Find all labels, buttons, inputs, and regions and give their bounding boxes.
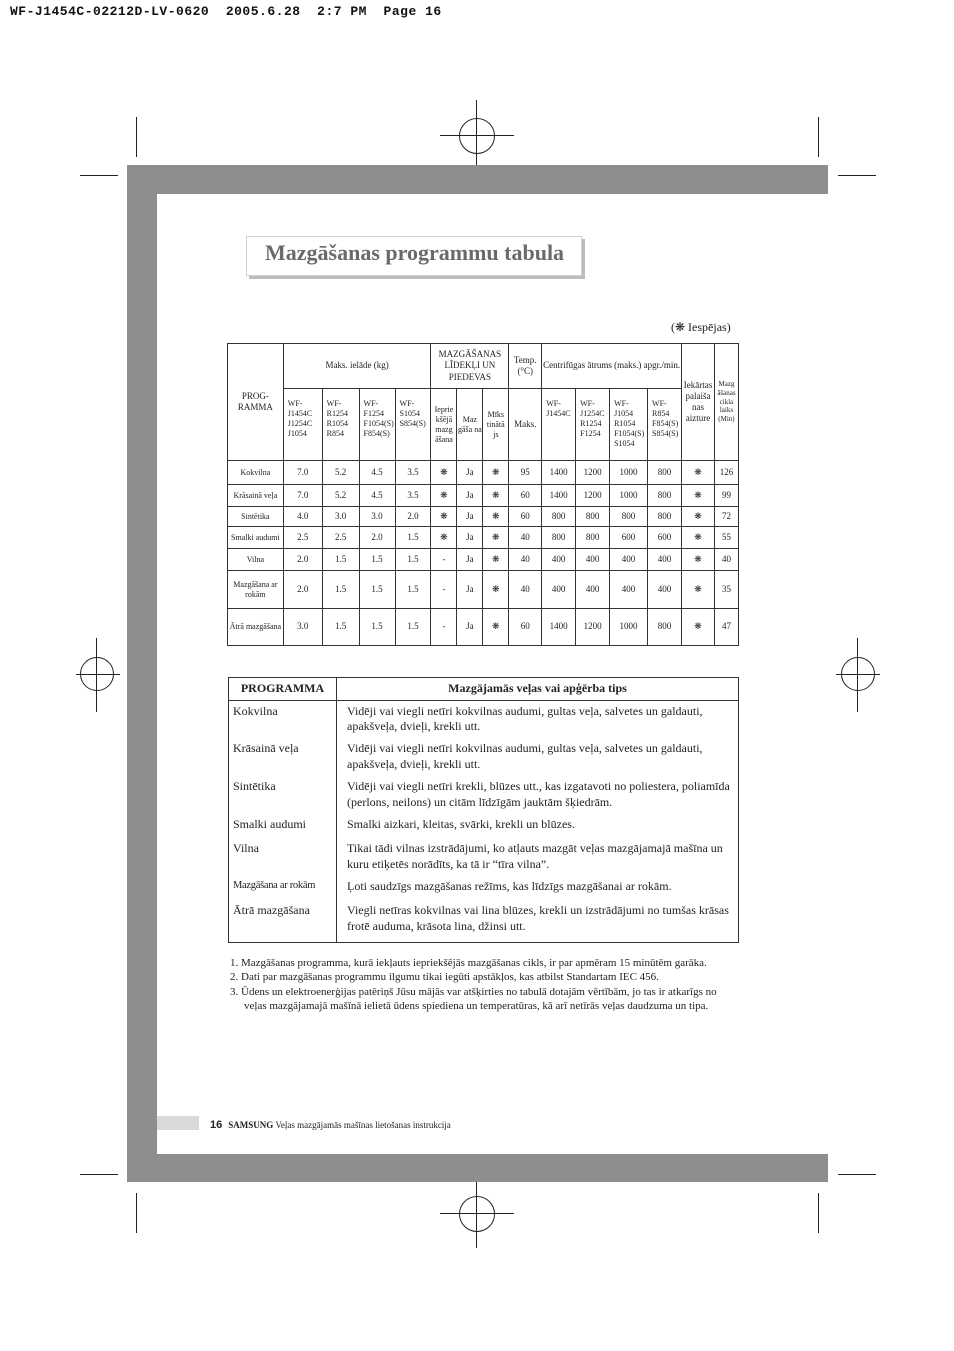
temp-header: Temp. (°C) [509, 344, 542, 389]
delay-value: ❋ [682, 461, 715, 485]
legend-options: (❋ Iespējas) [671, 320, 731, 334]
crop-mark [838, 1174, 876, 1175]
detergent-col: Maz gāša na [457, 389, 483, 461]
time-value: 55 [714, 527, 738, 549]
load-value: 5.2 [322, 461, 359, 485]
load-value: 4.5 [359, 485, 395, 507]
note-item: 3. Ūdens un elektroenerģijas patēriņš Jūsu mājās var atšķirties no tabulā dotajām vērtībām, jo tas ir atkarīgs no veļas mazgājamajā mašīnā ielietā ūdens spiediena un temperatūras, kā arī netīrās veļas daudzuma un tipa. [230, 985, 717, 1012]
load-value: 4.5 [359, 461, 395, 485]
frame-top-bar [127, 165, 828, 194]
load-value: 2.0 [283, 571, 322, 609]
spin-value: 1000 [610, 461, 648, 485]
type-description: Ļoti saudzīgs mazgāšanas režīms, kas līdzīgs mazgāšanai ar rokām. [347, 879, 672, 894]
time-value: 40 [714, 549, 738, 571]
load-value: 2.0 [359, 527, 395, 549]
detergent-col: Mīks tinātā js [483, 389, 509, 461]
spin-value: 1400 [542, 609, 576, 646]
spin-value: 1000 [610, 609, 648, 646]
load-value: 3.5 [395, 485, 431, 507]
program-name: Sintētika [228, 507, 284, 527]
type-row [229, 838, 739, 876]
crop-mark [136, 117, 137, 157]
temp-value: 40 [509, 571, 542, 609]
type-description: Vidēji vai viegli netīri krekli, blūzes utt., kas izgatavoti no poliestera, poliamīda (perlons, neilons) un citām līdzīgām jauktām šķiedrām. [347, 779, 730, 809]
spin-value: 400 [648, 571, 682, 609]
delay-header: Iekārtas palaiša nas aizture [682, 344, 715, 461]
spin-value: 400 [576, 549, 610, 571]
spin-value: 800 [610, 507, 648, 527]
registration-mark [96, 638, 97, 712]
type-program-name: Kokvilna [229, 700, 337, 738]
spin-value: 800 [542, 527, 576, 549]
note-item: 1. Mazgāšanas programma, kurā iekļauts iepriekšējās mazgāšanas cikls, ir par apmēram 15 minūtēm garāka. [230, 957, 707, 969]
load-value: 1.5 [395, 549, 431, 571]
time-value: 72 [714, 507, 738, 527]
spin-value: 800 [576, 527, 610, 549]
time-value: 126 [714, 461, 738, 485]
crop-mark [818, 117, 819, 157]
load-value: 2.0 [283, 549, 322, 571]
load-value: 1.5 [395, 527, 431, 549]
load-value: 7.0 [283, 485, 322, 507]
type-program-name: Vilna [229, 838, 337, 876]
program-row [228, 549, 739, 571]
type-program-name: Smalki audumi [229, 814, 337, 838]
program-name: Ātrā mazgāšana [228, 609, 284, 646]
spin-value: 1200 [576, 485, 610, 507]
type-col-garment: Mazgājamās veļas vai apģērba tips [337, 678, 739, 701]
time-value: 99 [714, 485, 738, 507]
page-title: Mazgāšanas programmu tabula [265, 240, 565, 265]
detergent-value: ❋ [431, 461, 457, 485]
load-value: 1.5 [359, 609, 395, 646]
detergent-header: MAZGĀŠANAS LĪDEKĻI UN PIEDEVAS [431, 344, 509, 389]
type-program-name: Mazgāšana ar rokām [229, 876, 337, 900]
spin-value: 400 [610, 549, 648, 571]
load-value: 2.5 [322, 527, 359, 549]
notes [230, 956, 730, 1013]
program-name: Smalki audumi [228, 527, 284, 549]
registration-mark [440, 135, 514, 136]
spin-value: 1000 [610, 485, 648, 507]
detergent-value: ❋ [483, 609, 509, 646]
type-description: Tikai tādi vilnas izstrādājumi, ko atļauts mazgāt veļas mazgājamajā mašīna un kuru etiķetēs norādīts, ka tā ir “tīra vilna”. [347, 841, 723, 871]
detergent-value: - [431, 609, 457, 646]
spin-value: 800 [648, 609, 682, 646]
spin-value: 600 [648, 527, 682, 549]
registration-mark [476, 1178, 477, 1248]
program-row [228, 527, 739, 549]
registration-mark [76, 674, 120, 675]
frame-bottom-bar [127, 1154, 828, 1182]
type-row [229, 738, 739, 776]
crop-mark [80, 1174, 118, 1175]
crop-mark [838, 175, 876, 176]
spin-model: WF-J1254C R1254 F1254 [576, 389, 610, 461]
delay-value: ❋ [682, 485, 715, 507]
delay-value: ❋ [682, 527, 715, 549]
detergent-value: Ja [457, 485, 483, 507]
type-description: Vidēji vai viegli netīri kokvilnas audumi, gultas veļa, salvetes un galdauti, apakšveļa, dvieļi, krekli utt. [347, 741, 703, 771]
load-model: WF-J1454C J1254C J1054 [283, 389, 322, 461]
detergent-col: Ieprie kšējā mazg āšana [431, 389, 457, 461]
delay-value: ❋ [682, 571, 715, 609]
load-model: WF-F1254 F1054(S) F854(S) [359, 389, 395, 461]
load-value: 1.5 [359, 549, 395, 571]
page-footer [210, 1119, 451, 1131]
spin-value: 400 [610, 571, 648, 609]
load-value: 7.0 [283, 461, 322, 485]
type-description: Smalki aizkari, kleitas, svārki, krekli un blūzes. [347, 817, 575, 832]
detergent-value: ❋ [483, 571, 509, 609]
detergent-value: ❋ [431, 507, 457, 527]
load-value: 5.2 [322, 485, 359, 507]
load-value: 1.5 [322, 571, 359, 609]
temp-value: 60 [509, 507, 542, 527]
type-row [229, 776, 739, 814]
detergent-value: ❋ [483, 507, 509, 527]
frame-left-bar [127, 165, 157, 1182]
type-description: Viegli netīras kokvilnas vai lina blūzes, krekli un izstrādājumi no tumšas krāsas frotē auduma, krāsota lina, džinsi utt. [347, 903, 729, 933]
spin-value: 800 [648, 507, 682, 527]
spin-value: 800 [648, 461, 682, 485]
detergent-value: - [431, 571, 457, 609]
spin-value: 400 [576, 571, 610, 609]
type-program-name: Sintētika [229, 776, 337, 814]
load-value: 1.5 [322, 549, 359, 571]
type-description: Vidēji vai viegli netīri kokvilnas audumi, gultas veļa, salvetes un galdauti, apakšveļa, dvieļi, krekli utt. [347, 703, 703, 734]
spin-value: 1200 [576, 461, 610, 485]
spin-value: 400 [648, 549, 682, 571]
brand-name: SAMSUNG [228, 1120, 274, 1130]
program-name: Krāsainā veļa [228, 485, 284, 507]
detergent-value: ❋ [431, 527, 457, 549]
print-header: WF-J1454C-02212D-LV-0620 2005.6.28 2:7 PM Page 16 [10, 4, 442, 19]
program-row [228, 461, 739, 485]
registration-mark [836, 674, 880, 675]
spin-value: 800 [648, 485, 682, 507]
registration-mark [476, 100, 477, 170]
spin-header: Centrifūgas ātrums (maks.) apgr./min. [542, 344, 682, 389]
registration-mark [857, 638, 858, 712]
spin-value: 400 [542, 571, 576, 609]
type-col-programma: PROGRAMMA [229, 678, 337, 701]
type-row [229, 876, 739, 900]
temp-value: 95 [509, 461, 542, 485]
program-name: Mazgāšana ar rokām [228, 571, 284, 609]
load-value: 3.0 [283, 609, 322, 646]
load-value: 2.0 [395, 507, 431, 527]
temp-value: 40 [509, 527, 542, 549]
program-name: Kokvilna [228, 461, 284, 485]
detergent-value: ❋ [483, 549, 509, 571]
load-value: 1.5 [395, 571, 431, 609]
detergent-value: ❋ [431, 485, 457, 507]
load-value: 3.0 [359, 507, 395, 527]
program-table [227, 343, 739, 646]
load-value: 3.0 [322, 507, 359, 527]
temp-col: Maks. [509, 389, 542, 461]
garment-type-table [228, 677, 739, 943]
load-value: 3.5 [395, 461, 431, 485]
program-row [228, 507, 739, 527]
spin-value: 800 [542, 507, 576, 527]
detergent-value: Ja [457, 527, 483, 549]
spin-value: 1400 [542, 461, 576, 485]
page-number: 16 [210, 1119, 223, 1131]
registration-mark [459, 1196, 495, 1232]
delay-value: ❋ [682, 609, 715, 646]
spin-value: 800 [576, 507, 610, 527]
time-value: 47 [714, 609, 738, 646]
load-value: 1.5 [322, 609, 359, 646]
load-value: 1.5 [359, 571, 395, 609]
crop-mark [136, 1193, 137, 1233]
detergent-value: - [431, 549, 457, 571]
detergent-value: Ja [457, 507, 483, 527]
footer-tab [157, 1116, 199, 1130]
spin-model: WF-J1054 R1054 F1054(S) S1054 [610, 389, 648, 461]
type-row [229, 814, 739, 838]
program-name: Vilna [228, 549, 284, 571]
registration-mark [459, 118, 495, 154]
program-row [228, 571, 739, 609]
spin-value: 600 [610, 527, 648, 549]
footer-text: Veļas mazgājamās mašīnas lietošanas instrukcija [275, 1120, 451, 1130]
time-value: 35 [714, 571, 738, 609]
program-row [228, 609, 739, 646]
registration-mark [440, 1213, 514, 1214]
crop-mark [818, 1193, 819, 1233]
load-model: WF-R1254 R1054 R854 [322, 389, 359, 461]
detergent-value: Ja [457, 571, 483, 609]
spin-value: 400 [542, 549, 576, 571]
load-header: Maks. ielāde (kg) [283, 344, 431, 389]
spin-model: WF-R854 F854(S) S854(S) [648, 389, 682, 461]
load-value: 4.0 [283, 507, 322, 527]
temp-value: 60 [509, 485, 542, 507]
detergent-value: ❋ [483, 485, 509, 507]
program-row [228, 485, 739, 507]
type-row [229, 900, 739, 942]
temp-value: 40 [509, 549, 542, 571]
spin-value: 1200 [576, 609, 610, 646]
detergent-value: Ja [457, 609, 483, 646]
spin-value: 1400 [542, 485, 576, 507]
detergent-value: ❋ [483, 527, 509, 549]
type-program-name: Ātrā mazgāšana [229, 900, 337, 942]
detergent-value: Ja [457, 461, 483, 485]
delay-value: ❋ [682, 549, 715, 571]
load-model: WF-S1054 S854(S) [395, 389, 431, 461]
load-value: 1.5 [395, 609, 431, 646]
note-item: 2. Dati par mazgāšanas programmu ilgumu tikai iegūti apstākļos, kas atbilst Standartam IEC 456. [230, 971, 659, 984]
spin-model: WF-J1454C [542, 389, 576, 461]
detergent-value: ❋ [483, 461, 509, 485]
crop-mark [80, 175, 118, 176]
detergent-value: Ja [457, 549, 483, 571]
prog-header: PROG-RAMMA [228, 344, 284, 461]
delay-value: ❋ [682, 507, 715, 527]
type-program-name: Krāsainā veļa [229, 738, 337, 776]
time-header: Mazg āšanas cikla laiks (Min) [714, 344, 738, 461]
temp-value: 60 [509, 609, 542, 646]
type-row [229, 700, 739, 738]
load-value: 2.5 [283, 527, 322, 549]
